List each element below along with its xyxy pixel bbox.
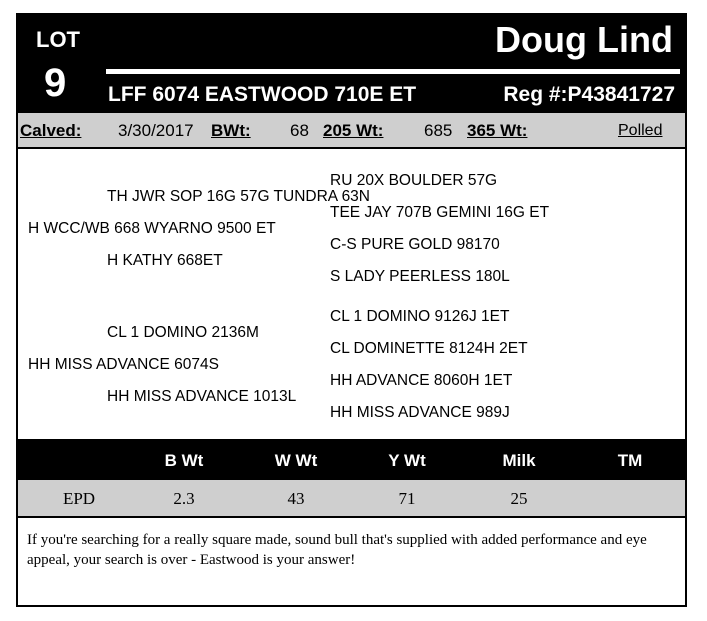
pedigree bbox=[18, 149, 685, 439]
polled-status: Polled bbox=[618, 122, 663, 139]
epd-header-wwt: W Wt bbox=[274, 451, 318, 470]
epd-value-milk: 25 bbox=[510, 489, 528, 508]
pedigree-sire-dam: H KATHY 668ET bbox=[107, 252, 223, 269]
epd-header-row bbox=[18, 439, 685, 480]
calved-label: Calved: bbox=[20, 121, 82, 140]
lot-header bbox=[18, 15, 685, 113]
epd-header-ywt: Y Wt bbox=[388, 451, 426, 470]
pedigree-sire: H WCC/WB 668 WYARNO 9500 ET bbox=[28, 220, 276, 237]
epd-header-milk: Milk bbox=[502, 451, 536, 470]
birth-data-row bbox=[18, 113, 685, 149]
bwt-value: 68 bbox=[290, 121, 309, 140]
epd-header-bwt: B Wt bbox=[164, 451, 204, 470]
pedigree-ddd: HH MISS ADVANCE 989J bbox=[330, 404, 510, 421]
pedigree-dds: HH ADVANCE 8060H 1ET bbox=[330, 372, 513, 389]
pedigree-dss: CL 1 DOMINO 9126J 1ET bbox=[330, 308, 510, 325]
consignor-name: Doug Lind bbox=[495, 19, 673, 60]
pedigree-sds: C-S PURE GOLD 98170 bbox=[330, 236, 500, 253]
registration-number: Reg #:P43841727 bbox=[503, 83, 675, 106]
pedigree-sdd: S LADY PEERLESS 180L bbox=[330, 268, 510, 285]
animal-name: LFF 6074 EASTWOOD 710E ET bbox=[108, 83, 417, 106]
lot-card bbox=[16, 13, 687, 607]
pedigree-dam-dam: HH MISS ADVANCE 1013L bbox=[107, 388, 297, 405]
epd-value-wwt: 43 bbox=[287, 489, 305, 508]
wt365-label: 365 Wt: bbox=[467, 121, 528, 140]
wt205-value: 685 bbox=[424, 121, 453, 140]
pedigree-ssd: TEE JAY 707B GEMINI 16G ET bbox=[330, 204, 550, 221]
epd-value-row bbox=[18, 480, 685, 518]
pedigree-sss: RU 20X BOULDER 57G bbox=[330, 172, 498, 189]
wt205-label: 205 Wt: bbox=[323, 121, 384, 140]
pedigree-dam: HH MISS ADVANCE 6074S bbox=[28, 356, 219, 373]
bwt-label: BWt: bbox=[211, 121, 251, 140]
sale-comment: If you're searching for a really square made, sound bull that's supplied with added performance and eye appeal, your search is over - Eastwood is your answer! bbox=[27, 532, 647, 568]
lot-label: LOT bbox=[36, 27, 80, 52]
epd-value-bwt: 2.3 bbox=[173, 489, 195, 508]
epd-value-ywt: 71 bbox=[398, 489, 416, 508]
epd-header-tm: TM bbox=[617, 451, 643, 470]
pedigree-dam-sire: CL 1 DOMINO 2136M bbox=[107, 324, 259, 341]
calved-value: 3/30/2017 bbox=[118, 121, 194, 140]
pedigree-dsd: CL DOMINETTE 8124H 2ET bbox=[330, 340, 528, 357]
lot-number: 9 bbox=[44, 61, 67, 105]
header-divider bbox=[106, 69, 680, 74]
pedigree-sire-sire: TH JWR SOP 16G 57G TUNDRA 63N bbox=[107, 188, 371, 205]
epd-row-label: EPD bbox=[62, 489, 96, 508]
